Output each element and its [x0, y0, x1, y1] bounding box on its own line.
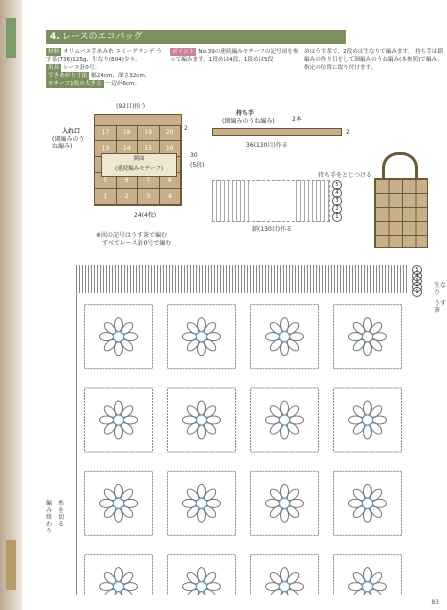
lace-motif — [251, 388, 319, 452]
attach-label: 持ち手をとじつける — [318, 172, 373, 179]
lace-motif-grid — [77, 295, 409, 595]
handle-width: 36(130目)作る — [246, 142, 288, 149]
body-label: 側面 — [133, 156, 145, 162]
motif-cell: 15 — [138, 141, 160, 157]
entry-sub-label: (細編みのうね編み) — [52, 136, 85, 150]
tag-material: 材料 — [48, 49, 60, 55]
lace-motif — [85, 388, 153, 452]
lace-chart — [76, 265, 409, 595]
lace-motif — [251, 555, 319, 595]
row-number: 1 — [412, 287, 422, 297]
motif-cell: 5 — [95, 173, 117, 189]
top-pickup-label: (92目)拾う — [116, 103, 147, 110]
row-number: 3 — [332, 196, 342, 206]
row-number: 4 — [412, 271, 422, 281]
tag-motif: モチーフ1枚の大きさ — [48, 81, 102, 87]
materials-column — [46, 48, 166, 88]
handle-height: 2 — [346, 129, 350, 136]
lace-motif — [334, 555, 402, 595]
handle-strip — [212, 128, 342, 136]
motif-cell: 6 — [117, 173, 139, 189]
handle-stitch-chart — [212, 180, 330, 222]
lace-motif — [334, 471, 402, 535]
spine-tab-bottom — [6, 540, 16, 590]
chain-label: 鎖(130目)作る — [252, 226, 293, 233]
section-number: 4. — [50, 32, 60, 42]
body-label-box — [101, 153, 177, 177]
lace-motif — [168, 305, 236, 369]
bag-diagram — [94, 114, 182, 206]
motif-cell: 1 — [95, 189, 117, 205]
width-label: 24(4枚) — [134, 212, 157, 219]
motif-cell: 7 — [138, 173, 160, 189]
edge-label-2: 糸を切る — [58, 500, 65, 528]
motif-text: 一辺が6cm。 — [105, 81, 141, 87]
lace-motif — [85, 555, 153, 595]
row-number: 2 — [412, 282, 422, 292]
lace-motif — [168, 388, 236, 452]
tool-text: レース針0号。 — [63, 65, 101, 71]
lace-motif — [85, 305, 153, 369]
tag-size: できあがり寸法 — [48, 73, 88, 79]
body-sub-label: (連続編みモチーフ) — [114, 166, 164, 172]
handle-title: 持ち手 — [236, 110, 255, 117]
motif-cell: 2 — [117, 189, 139, 205]
points-text-3: 持ち手は鎖編みの作り目をして細編みのうね編み(本参照)で編み、指定の位置に取り付けます。 — [304, 49, 444, 71]
motif-cell: 13 — [95, 141, 117, 157]
lace-motif — [334, 305, 402, 369]
points-text-2: めはうす茶で、2段めは生なりで編みます。 — [304, 49, 414, 55]
motif-cell: 4 — [160, 189, 182, 205]
tag-tool: 用具 — [48, 65, 60, 71]
handle-row-numbers — [332, 180, 352, 220]
motif-cell: 17 — [95, 125, 117, 141]
handle-count: 2本 — [292, 116, 302, 123]
lace-motif — [251, 305, 319, 369]
lace-motif — [85, 471, 153, 535]
material-text: オリムパス手あみ糸 エミーグランデ うす茶(736)125g、生なり(804)少々。 — [46, 49, 162, 63]
legend-brown: うす茶 — [434, 300, 447, 314]
points-column-2 — [304, 48, 444, 72]
tote-bag-icon — [374, 178, 428, 248]
edge-label: 編み終わり — [46, 500, 53, 535]
row-number: 1 — [332, 212, 342, 222]
size-text: 幅24cm、深さ32cm。 — [91, 73, 151, 79]
row-number: 3 — [412, 276, 422, 286]
lace-top-rows — [77, 265, 409, 293]
section-header — [46, 30, 346, 44]
row-number: 5 — [412, 265, 422, 275]
spine-tab-top — [6, 18, 16, 58]
motif-cell: 16 — [160, 141, 182, 157]
lace-motif — [168, 555, 236, 595]
row-number: 2 — [332, 204, 342, 214]
motif-cell: 14 — [117, 141, 139, 157]
page — [40, 0, 447, 610]
section-title: レースのエコバッグ — [62, 32, 143, 42]
motif-cell: 18 — [117, 125, 139, 141]
points-column — [170, 48, 300, 64]
lace-motif — [168, 471, 236, 535]
lace-row-numbers — [412, 265, 432, 296]
motif-cell: 8 — [160, 173, 182, 189]
lace-motif — [251, 471, 319, 535]
height-unit-label: (5段) — [190, 162, 205, 169]
lace-motif — [334, 388, 402, 452]
motif-cell: 19 — [138, 125, 160, 141]
tag-points: ポイント — [172, 49, 195, 55]
points-text-1: No.39の連続編みモチーフの記号図を参って編みます。1段めは4段、1段めは5段 — [170, 49, 299, 63]
row-number: 5 — [332, 180, 342, 190]
row-number: 4 — [332, 188, 342, 198]
side-top-label: 2 — [184, 125, 188, 132]
note-1: ※図の記号はうす茶で編む — [96, 232, 168, 239]
entry-label: 入れ口 — [62, 128, 81, 135]
motif-cell: 20 — [160, 125, 182, 141]
page-number: 83 — [431, 599, 439, 606]
book-spine — [0, 0, 22, 610]
height-label: 30 — [190, 152, 198, 159]
legend-white: 生なり — [434, 282, 447, 296]
note-2: すべてレース針0号で編む — [102, 240, 172, 247]
handle-sub: (細編みのうね編み) — [222, 118, 275, 125]
motif-cell: 3 — [138, 189, 160, 205]
